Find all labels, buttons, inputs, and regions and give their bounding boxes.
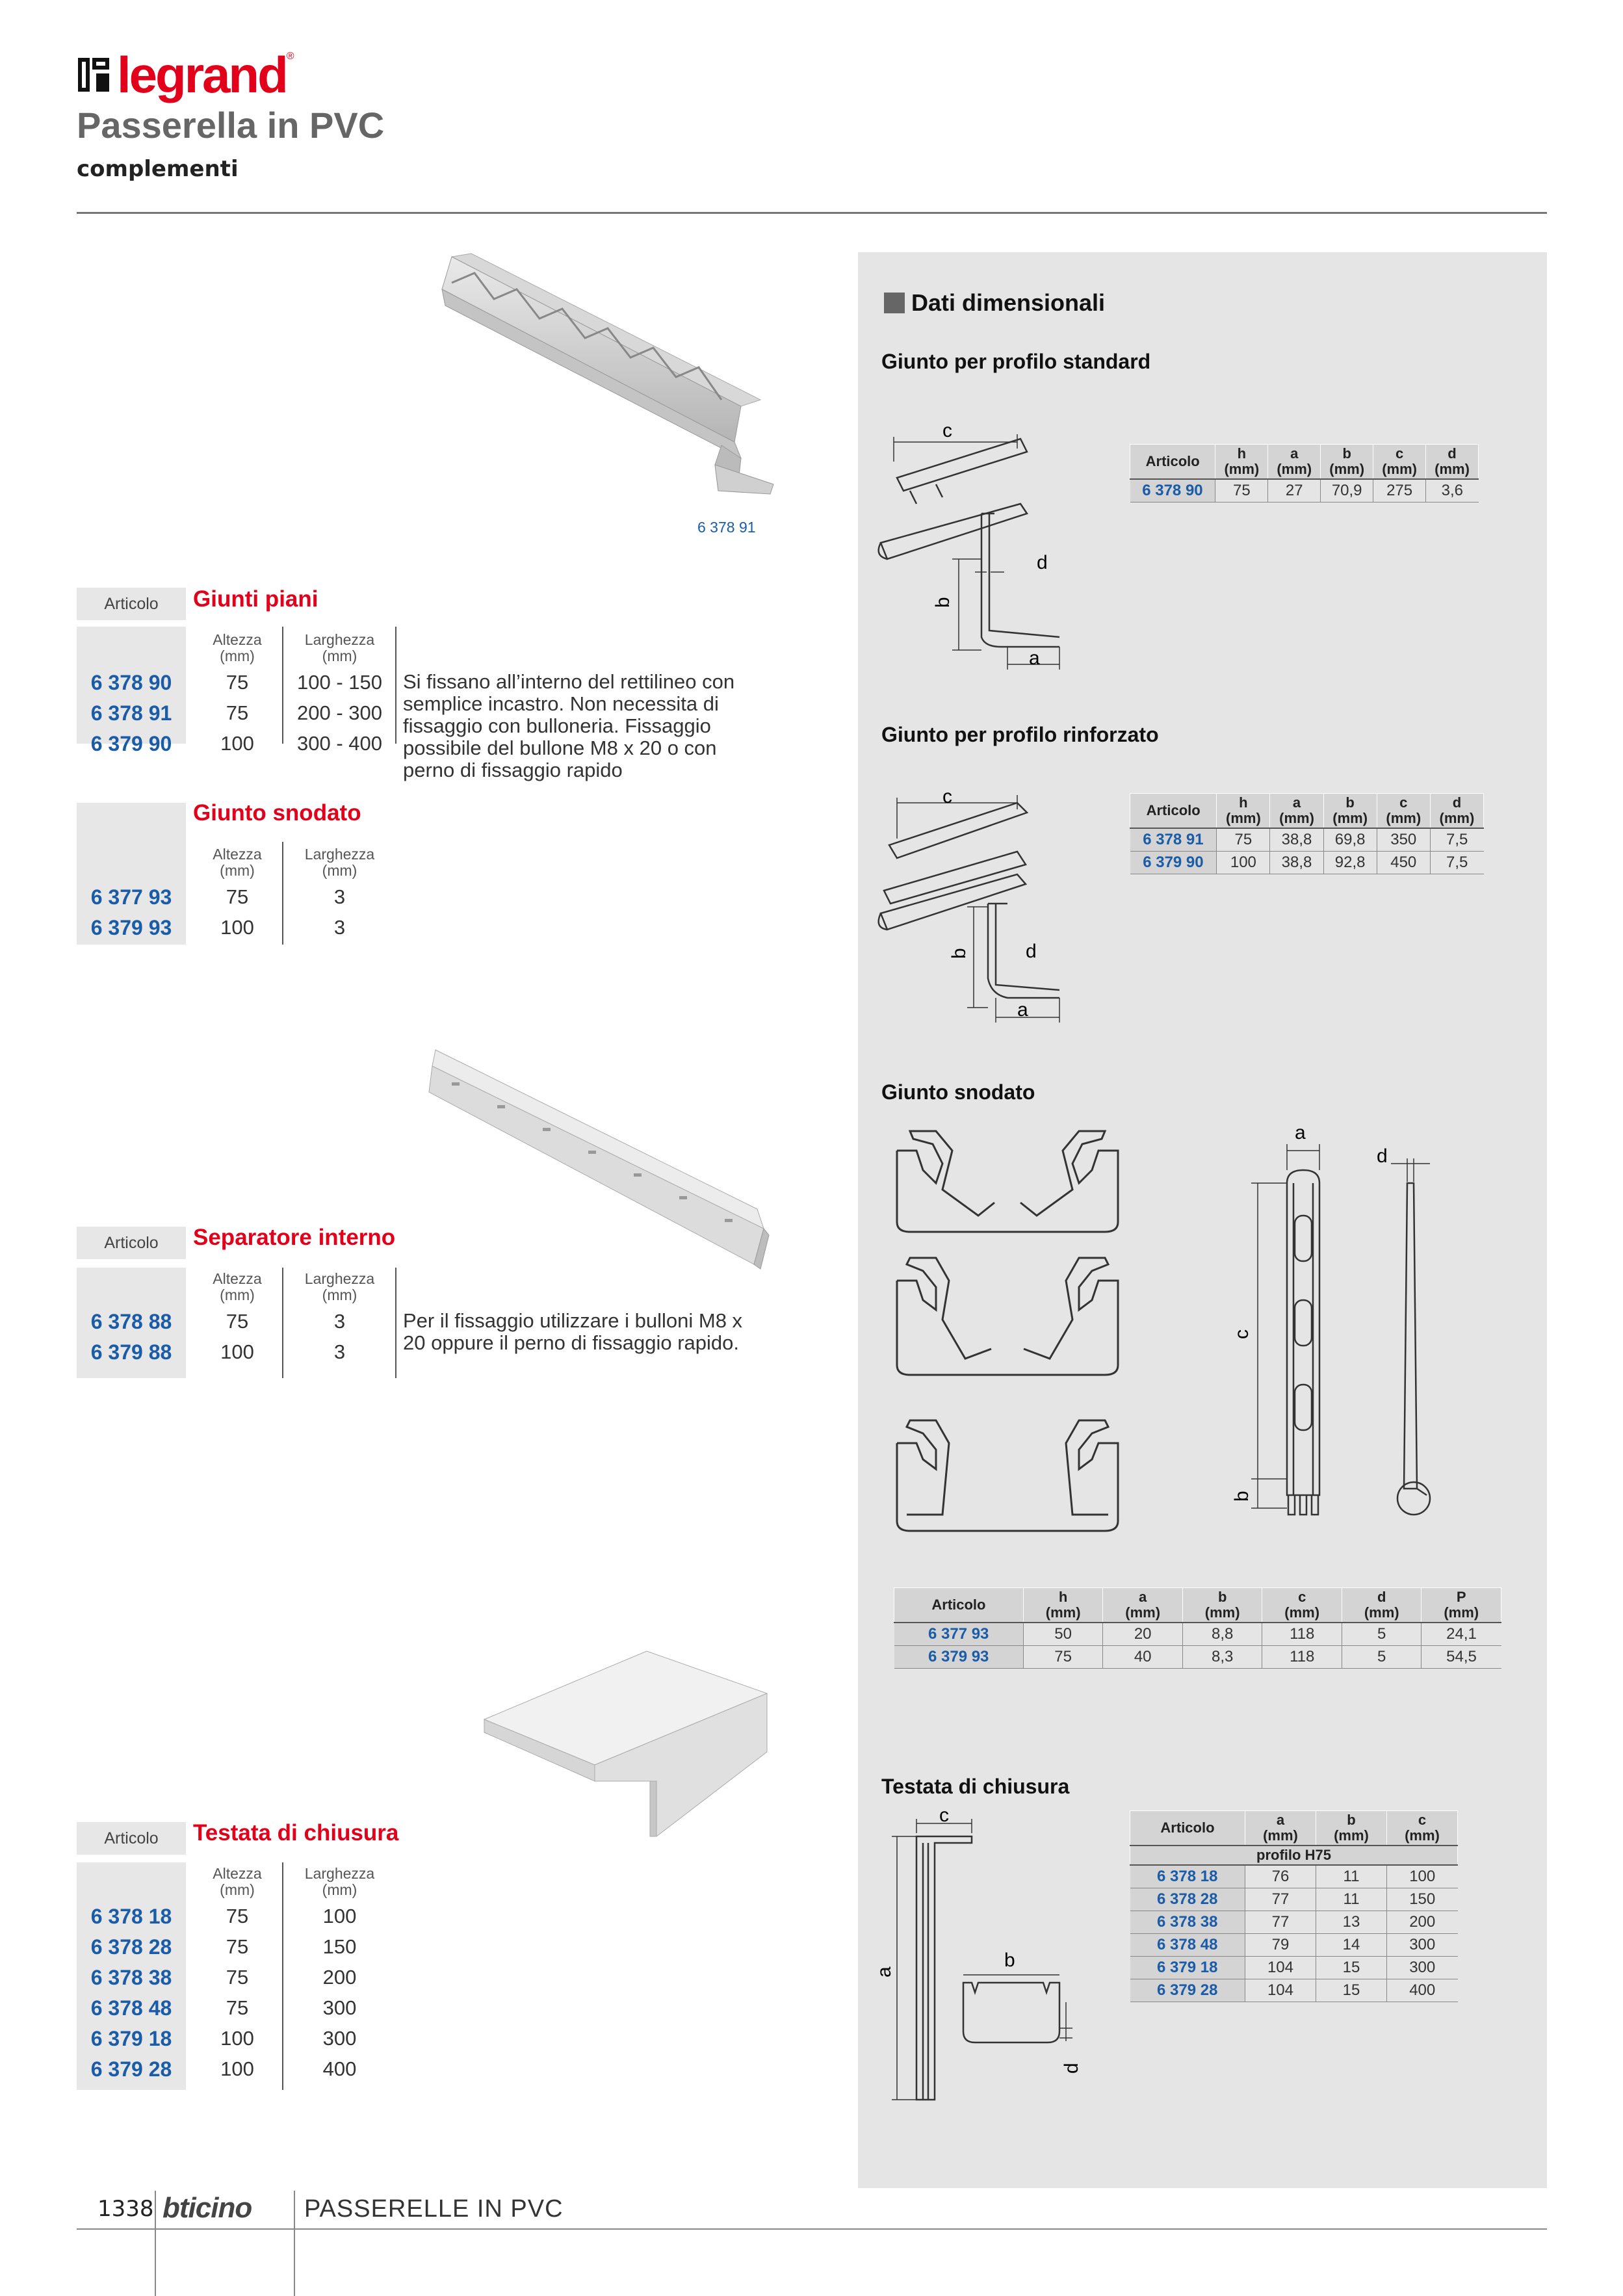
dimension-value: 38,8 <box>1270 828 1323 852</box>
page-number: 1338 <box>97 2196 154 2222</box>
testata-table <box>1130 1810 1458 2002</box>
article-code: 6 378 28 <box>1130 1888 1245 1911</box>
dim-label-b: b <box>948 948 970 959</box>
table-header-cell: h (mm) <box>1217 794 1270 829</box>
width-value: 100 <box>322 1905 357 1927</box>
footer-divider <box>294 2191 295 2296</box>
divider <box>395 627 396 744</box>
table-header-cell: b (mm) <box>1321 445 1373 480</box>
dimension-value: 5 <box>1342 1646 1422 1669</box>
table-row <box>1130 479 1479 502</box>
article-code: 6 379 90 <box>1130 852 1217 874</box>
width-value: 400 <box>322 2057 357 2080</box>
rinforzato-table <box>1130 793 1484 874</box>
section-title-testata: Testata di chiusura <box>193 1820 399 1846</box>
width-value: 300 - 400 <box>297 732 382 755</box>
table-header-cell: a (mm) <box>1268 445 1321 480</box>
dimension-value: 450 <box>1377 852 1430 874</box>
width-value: 150 <box>322 1935 357 1958</box>
footer-rule <box>77 2228 1547 2230</box>
dimension-value: 50 <box>1023 1623 1103 1646</box>
article-code: 6 378 38 <box>90 1966 172 1989</box>
profile-subheader: profilo H75 <box>1130 1846 1458 1865</box>
logo-text: legrand <box>117 46 287 103</box>
height-value: 100 <box>220 916 254 939</box>
panel-title <box>884 289 1105 317</box>
snodato-profiles-drawing <box>884 1125 1131 1554</box>
table-row <box>1130 1911 1458 1934</box>
height-value: 75 <box>226 1996 249 2019</box>
page-title: Passerella in PVC <box>77 105 385 146</box>
dimension-value: 11 <box>1316 1888 1386 1911</box>
standard-drawing <box>871 423 1079 676</box>
article-code: 6 379 93 <box>894 1646 1024 1669</box>
article-code: 6 379 18 <box>90 2027 172 2050</box>
article-code: 6 378 90 <box>90 671 172 694</box>
dimension-value: 5 <box>1342 1623 1422 1646</box>
table-row <box>1130 1957 1458 1979</box>
divider <box>395 1268 396 1378</box>
legrand-logo <box>77 46 294 104</box>
dimension-value: 200 <box>1386 1911 1457 1934</box>
col-larghezza: Larghezza (mm) <box>304 631 375 664</box>
dimension-value: 275 <box>1373 479 1426 502</box>
dim-label-d: d <box>1061 2063 1082 2074</box>
article-header: Articolo <box>77 1822 186 1855</box>
testata-title: Testata di chiusura <box>881 1775 1070 1798</box>
standard-table <box>1130 444 1479 502</box>
article-code: 6 378 28 <box>90 1935 172 1959</box>
dimension-value: 40 <box>1103 1646 1183 1669</box>
table-header-cell: h (mm) <box>1215 445 1268 480</box>
dim-label-d: d <box>1026 941 1037 962</box>
height-value: 100 <box>220 732 254 755</box>
table-row <box>894 1623 1501 1646</box>
snodato-table <box>894 1587 1501 1669</box>
testata-product-image <box>478 1641 770 1843</box>
table-row <box>1130 1979 1458 2002</box>
height-value: 75 <box>226 1966 249 1989</box>
panel-title-text: Dati dimensionali <box>911 289 1106 316</box>
rinforzato-title: Giunto per profilo rinforzato <box>881 723 1159 746</box>
height-value: 100 <box>220 2027 254 2050</box>
table-header-cell: P (mm) <box>1422 1588 1501 1623</box>
dimension-value: 3,6 <box>1426 479 1479 502</box>
table-header-cell: d (mm) <box>1426 445 1479 480</box>
divider <box>282 627 283 744</box>
dimension-value: 7,5 <box>1430 852 1483 874</box>
article-code: 6 378 90 <box>1130 479 1215 502</box>
divider <box>282 1268 283 1378</box>
page-subtitle: complementi <box>77 156 239 182</box>
dimension-value: 350 <box>1377 828 1430 852</box>
table-header-cell: b (mm) <box>1182 1588 1262 1623</box>
article-code: 6 378 91 <box>1130 828 1217 852</box>
height-value: 75 <box>226 885 249 908</box>
dimension-value: 11 <box>1316 1865 1386 1888</box>
table-header-cell: Articolo <box>1130 445 1215 480</box>
article-code: 6 378 88 <box>90 1310 172 1333</box>
dimension-value: 27 <box>1268 479 1321 502</box>
height-value: 100 <box>220 1340 254 1363</box>
dim-label-c: c <box>942 423 952 441</box>
dimension-value: 14 <box>1316 1934 1386 1957</box>
height-value: 100 <box>220 2057 254 2080</box>
divider <box>282 1862 283 2090</box>
col-altezza: Altezza (mm) <box>213 846 262 879</box>
col-larghezza: Larghezza (mm) <box>304 1270 375 1303</box>
divider <box>282 842 283 945</box>
width-value: 300 <box>322 2027 357 2050</box>
dimension-value: 92,8 <box>1323 852 1377 874</box>
width-value: 200 - 300 <box>297 701 382 724</box>
dim-label-c: c <box>939 1807 949 1826</box>
height-value: 75 <box>226 671 249 694</box>
dim-label-a: a <box>1295 1122 1306 1143</box>
bticino-logo: bticino <box>162 2192 252 2224</box>
table-row <box>894 1646 1501 1669</box>
table-header-cell: b (mm) <box>1323 794 1377 829</box>
article-code: 6 377 93 <box>90 885 172 909</box>
table-row <box>1130 852 1484 874</box>
dimension-value: 20 <box>1103 1623 1183 1646</box>
dimension-value: 54,5 <box>1422 1646 1501 1669</box>
article-code: 6 378 48 <box>90 1996 172 2020</box>
square-bullet-icon <box>884 293 905 313</box>
table-header-cell: d (mm) <box>1430 794 1483 829</box>
article-header: Articolo <box>77 1227 186 1259</box>
width-value: 3 <box>333 916 346 939</box>
dimension-value: 100 <box>1217 852 1270 874</box>
footer-divider <box>155 2191 156 2296</box>
snodato-side-drawing <box>1196 1112 1449 1528</box>
dimension-value: 77 <box>1245 1911 1316 1934</box>
dimension-value: 79 <box>1245 1934 1316 1957</box>
table-header-cell: a (mm) <box>1270 794 1323 829</box>
dim-label-a: a <box>1029 647 1040 669</box>
table-header-cell: c (mm) <box>1373 445 1426 480</box>
table-header-cell: b (mm) <box>1316 1811 1386 1846</box>
dim-label-d: d <box>1377 1145 1388 1167</box>
section-title-giunti-piani: Giunti piani <box>193 586 318 612</box>
width-value: 100 - 150 <box>297 671 382 694</box>
article-code: 6 378 18 <box>90 1905 172 1928</box>
description: Per il fissaggio utilizzare i bulloni M8 x 20 oppure il perno di fissaggio rapido. <box>403 1309 743 1354</box>
dimension-value: 76 <box>1245 1865 1316 1888</box>
table-row <box>1130 1888 1458 1911</box>
height-value: 75 <box>226 1905 249 1927</box>
legrand-mark-icon <box>77 57 110 93</box>
dimension-value: 300 <box>1386 1957 1457 1979</box>
table-header-cell: c (mm) <box>1262 1588 1342 1623</box>
article-code: 6 378 48 <box>1130 1934 1245 1957</box>
section-title-separatore: Separatore interno <box>193 1225 396 1250</box>
standard-title: Giunto per profilo standard <box>881 350 1151 373</box>
description: Si fissano all’interno del rettilineo con semplice incastro. Non necessita di fissaggio con bulloneria. Fissaggio possibile del bullone M8 x 20 o con perno di fissaggio rapido <box>403 670 735 781</box>
dim-label-d: d <box>1037 552 1048 573</box>
col-altezza: Altezza (mm) <box>213 631 262 664</box>
dimension-value: 15 <box>1316 1979 1386 2002</box>
dimension-value: 15 <box>1316 1957 1386 1979</box>
dimension-value: 24,1 <box>1422 1623 1501 1646</box>
dimension-value: 8,3 <box>1182 1646 1262 1669</box>
dimension-value: 400 <box>1386 1979 1457 2002</box>
table-header-cell: Articolo <box>1130 794 1217 829</box>
article-code: 6 379 28 <box>1130 1979 1245 2002</box>
dimension-value: 38,8 <box>1270 852 1323 874</box>
article-code: 6 378 91 <box>90 701 172 725</box>
table-row <box>1130 828 1484 852</box>
dimension-value: 118 <box>1262 1623 1342 1646</box>
giunto-product-image <box>435 250 780 504</box>
dimension-value: 13 <box>1316 1911 1386 1934</box>
col-altezza: Altezza (mm) <box>213 1270 262 1303</box>
table-header-cell: c (mm) <box>1386 1811 1457 1846</box>
width-value: 200 <box>322 1966 357 1989</box>
width-value: 3 <box>333 1310 346 1333</box>
footer-section-title: PASSERELLE IN PVC <box>304 2195 564 2223</box>
dimension-value: 70,9 <box>1321 479 1373 502</box>
col-larghezza: Larghezza (mm) <box>304 1865 375 1898</box>
article-code: 6 378 18 <box>1130 1865 1245 1888</box>
height-value: 75 <box>226 1935 249 1958</box>
rinforzato-drawing <box>871 783 1079 1030</box>
article-header: Articolo <box>77 588 186 620</box>
height-value: 75 <box>226 1310 249 1333</box>
image-caption: 6 378 91 <box>697 519 756 536</box>
table-header-cell: a (mm) <box>1103 1588 1183 1623</box>
col-altezza: Altezza (mm) <box>213 1865 262 1898</box>
dimension-value: 104 <box>1245 1979 1316 2002</box>
table-header-cell: h (mm) <box>1023 1588 1103 1623</box>
dimension-value: 75 <box>1215 479 1268 502</box>
width-value: 300 <box>322 1996 357 2019</box>
dimension-value: 69,8 <box>1323 828 1377 852</box>
dim-label-a: a <box>874 1966 895 1977</box>
dimension-value: 150 <box>1386 1888 1457 1911</box>
dimension-value: 75 <box>1217 828 1270 852</box>
col-larghezza: Larghezza (mm) <box>304 846 375 879</box>
snodato-title: Giunto snodato <box>881 1080 1035 1104</box>
dimension-value: 300 <box>1386 1934 1457 1957</box>
article-code: 6 379 93 <box>90 916 172 939</box>
dimension-value: 8,8 <box>1182 1623 1262 1646</box>
dim-label-a: a <box>1017 999 1028 1021</box>
article-code: 6 379 28 <box>90 2057 172 2081</box>
table-header-cell: Articolo <box>894 1588 1024 1623</box>
header-rule <box>77 212 1547 214</box>
article-code: 6 379 18 <box>1130 1957 1245 1979</box>
dimension-value: 77 <box>1245 1888 1316 1911</box>
dim-label-b: b <box>1231 1491 1253 1502</box>
dim-label-c: c <box>942 786 952 807</box>
testata-drawing <box>871 1807 1105 2113</box>
dim-label-b: b <box>1004 1950 1015 1971</box>
table-row <box>1130 1934 1458 1957</box>
table-header-cell: Articolo <box>1130 1811 1245 1846</box>
separatore-product-image <box>426 1040 777 1281</box>
table-header-cell: a (mm) <box>1245 1811 1316 1846</box>
dimension-value: 75 <box>1023 1646 1103 1669</box>
article-code: 6 379 88 <box>90 1340 172 1364</box>
width-value: 3 <box>333 1340 346 1363</box>
article-code: 6 379 90 <box>90 732 172 755</box>
width-value: 3 <box>333 885 346 908</box>
dimension-value: 100 <box>1386 1865 1457 1888</box>
height-value: 75 <box>226 701 249 724</box>
table-header-cell: d (mm) <box>1342 1588 1422 1623</box>
table-row <box>1130 1865 1458 1888</box>
dim-label-c: c <box>1231 1329 1253 1339</box>
article-code: 6 377 93 <box>894 1623 1024 1646</box>
table-header-cell: c (mm) <box>1377 794 1430 829</box>
section-title-giunto-snodato: Giunto snodato <box>193 800 361 826</box>
dimension-value: 104 <box>1245 1957 1316 1979</box>
article-code: 6 378 38 <box>1130 1911 1245 1934</box>
dim-label-b: b <box>932 597 954 608</box>
logo-registered: ® <box>286 51 294 62</box>
dimension-value: 7,5 <box>1430 828 1483 852</box>
dimension-value: 118 <box>1262 1646 1342 1669</box>
